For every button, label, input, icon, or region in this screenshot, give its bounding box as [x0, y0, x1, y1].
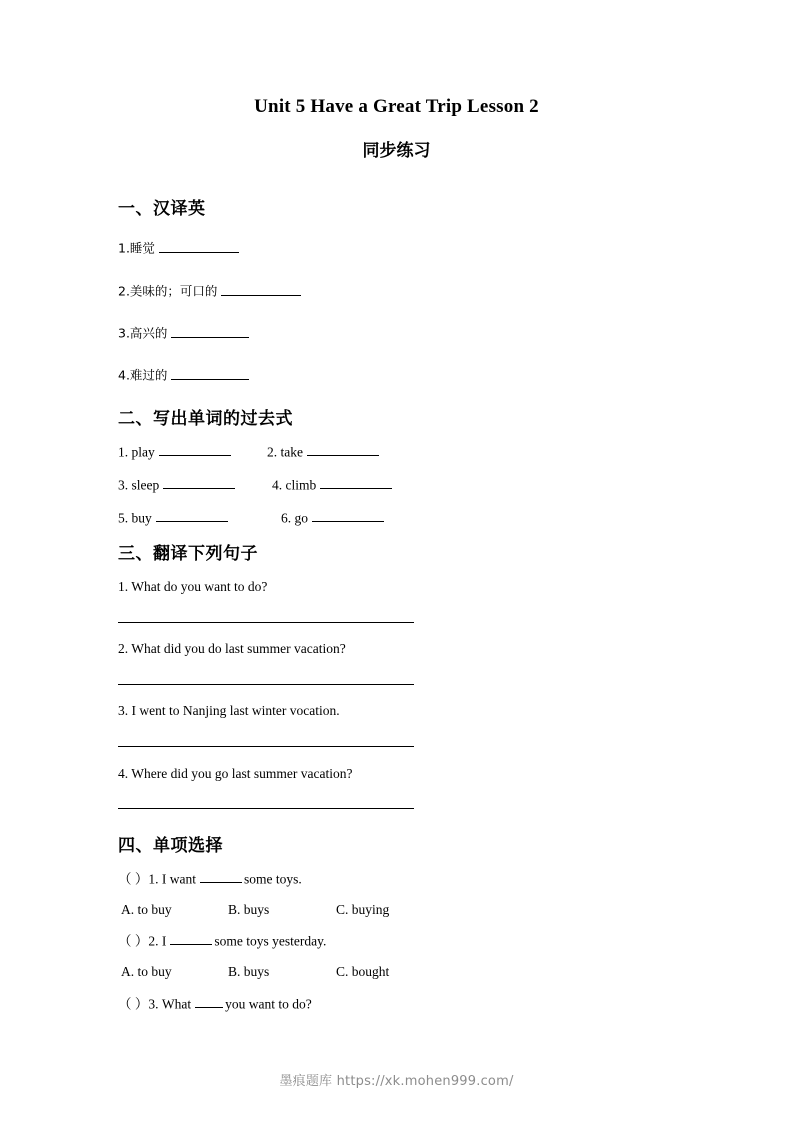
- choice-question-3-blank[interactable]: [195, 996, 223, 1008]
- past-tense-item-6-label: 6. go: [281, 510, 308, 526]
- translate-item-4: [118, 368, 251, 382]
- translate-item-3-blank[interactable]: [171, 326, 249, 338]
- sentence-answer-rule-2[interactable]: [118, 684, 414, 685]
- translate-item-1-blank[interactable]: [159, 241, 239, 253]
- translate-item-3-label: 3.高兴的: [118, 325, 168, 341]
- choice-question-3: [118, 996, 312, 1011]
- sentence-answer-rule-4[interactable]: [118, 808, 414, 809]
- sentence-item-2: 2. What did you do last summer vacation?: [118, 641, 346, 656]
- choice-2-option-b[interactable]: B. buys: [228, 964, 270, 979]
- sentence-answer-rule-1[interactable]: [118, 622, 414, 623]
- section-heading-3: 三、翻译下列句子: [118, 544, 258, 564]
- choice-1-option-a[interactable]: A. to buy: [121, 902, 172, 917]
- choice-question-1-blank[interactable]: [200, 871, 242, 883]
- past-tense-item-5: [118, 510, 230, 525]
- choice-question-1-text-after: some toys.: [244, 871, 302, 887]
- choice-question-2: [118, 933, 326, 948]
- choice-2-option-c[interactable]: C. bought: [336, 964, 390, 979]
- section-heading-4: 四、单项选择: [118, 836, 223, 856]
- past-tense-item-3-blank[interactable]: [163, 477, 235, 489]
- past-tense-item-2-label: 2. take: [267, 444, 303, 460]
- past-tense-item-6: [281, 510, 386, 525]
- choice-question-3-text-before: 3. What: [148, 996, 192, 1012]
- choice-question-2-text-before: 2. I: [148, 933, 167, 949]
- translate-item-2-blank[interactable]: [221, 284, 301, 296]
- choice-question-1-bracket[interactable]: （ ）: [118, 871, 149, 887]
- past-tense-item-3: [118, 477, 237, 492]
- translate-item-4-blank[interactable]: [171, 368, 249, 380]
- past-tense-item-5-blank[interactable]: [156, 510, 228, 522]
- translate-item-4-label: 4.难过的: [118, 367, 168, 383]
- choice-question-3-bracket[interactable]: （ ）: [118, 996, 149, 1012]
- sentence-item-4: 4. Where did you go last summer vacation?: [118, 766, 353, 781]
- past-tense-item-5-label: 5. buy: [118, 510, 152, 526]
- choice-question-2-blank[interactable]: [170, 933, 212, 945]
- past-tense-item-2-blank[interactable]: [307, 444, 379, 456]
- translate-item-3: [118, 326, 251, 340]
- page-subtitle: 同步练习: [362, 141, 431, 161]
- past-tense-item-1-label: 1. play: [118, 444, 155, 460]
- translate-item-1: [118, 241, 241, 255]
- sentence-item-3: 3. I went to Nanjing last winter vocation.: [118, 703, 340, 718]
- past-tense-item-3-label: 3. sleep: [118, 477, 160, 493]
- choice-question-2-bracket[interactable]: （ ）: [118, 933, 149, 949]
- sentence-answer-rule-3[interactable]: [118, 746, 414, 747]
- translate-item-2: [118, 284, 303, 298]
- sentence-item-1: 1. What do you want to do?: [118, 579, 268, 594]
- footer-watermark: 墨痕题库 https://xk.mohen999.com/: [279, 1074, 514, 1089]
- past-tense-item-4: [272, 477, 394, 492]
- past-tense-item-6-blank[interactable]: [312, 510, 384, 522]
- choice-question-1: [118, 871, 302, 886]
- section-heading-1: 一、汉译英: [118, 199, 206, 219]
- section-heading-2: 二、写出单词的过去式: [118, 409, 293, 429]
- past-tense-item-4-label: 4. climb: [272, 477, 317, 493]
- past-tense-item-2: [267, 444, 381, 459]
- past-tense-item-1: [118, 444, 233, 459]
- past-tense-item-4-blank[interactable]: [320, 477, 392, 489]
- choice-1-option-c[interactable]: C. buying: [336, 902, 390, 917]
- page-title: Unit 5 Have a Great Trip Lesson 2: [254, 96, 539, 117]
- choice-question-3-text-after: you want to do?: [225, 996, 312, 1012]
- translate-item-1-label: 1.睡觉: [118, 240, 155, 256]
- choice-1-option-b[interactable]: B. buys: [228, 902, 270, 917]
- choice-2-option-a[interactable]: A. to buy: [121, 964, 172, 979]
- translate-item-2-label: 2.美味的；可口的: [118, 283, 218, 299]
- past-tense-item-1-blank[interactable]: [159, 444, 231, 456]
- choice-question-1-text-before: 1. I want: [148, 871, 196, 887]
- choice-question-2-text-after: some toys yesterday.: [214, 933, 327, 949]
